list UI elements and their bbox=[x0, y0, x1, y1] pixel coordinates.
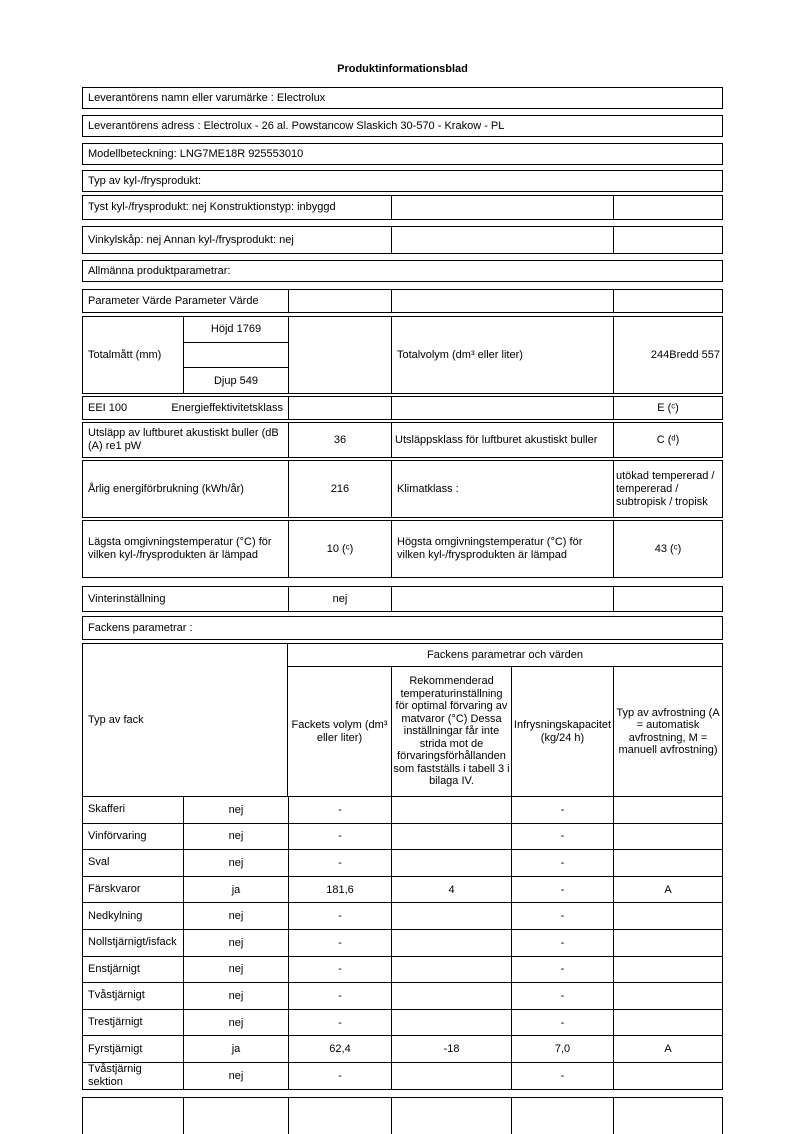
supplier-address-row bbox=[82, 115, 723, 137]
energy-value: 216 bbox=[288, 461, 391, 517]
compartment-freeze: - bbox=[511, 1063, 613, 1089]
compartment-freeze: 7,0 bbox=[511, 1036, 613, 1062]
table-row bbox=[83, 956, 722, 983]
compartment-defrost bbox=[613, 797, 722, 823]
compartment-volume: - bbox=[288, 903, 391, 929]
compartment-name: Sval bbox=[88, 856, 110, 869]
min-temp-value: 10 (ᶜ) bbox=[288, 521, 391, 577]
col-header-freezing-capacity: Infrysningskapacitet (kg/24 h) bbox=[511, 667, 613, 796]
noise-class-label: Utsläppsklass för luftburet akustiskt buller bbox=[391, 423, 613, 457]
compartment-freeze: - bbox=[511, 824, 613, 850]
compartment-defrost bbox=[613, 850, 722, 876]
col-header-volume: Fackets volym (dm³ eller liter) bbox=[291, 719, 388, 744]
model-row bbox=[82, 143, 723, 165]
compartment-volume: - bbox=[288, 797, 391, 823]
type-row-2 bbox=[82, 226, 723, 254]
compartment-name: Nollstjärnigt/isfack bbox=[88, 936, 177, 949]
compartment-temp bbox=[391, 930, 511, 956]
eei-cell bbox=[83, 397, 288, 419]
compartment-freeze: - bbox=[511, 850, 613, 876]
compartment-volume: - bbox=[288, 1010, 391, 1036]
compartment-temp bbox=[391, 1010, 511, 1036]
compartment-name: Trestjärnigt bbox=[88, 1016, 143, 1029]
compartment-present: nej bbox=[183, 850, 288, 876]
empty-cell bbox=[391, 227, 613, 253]
climate-class-label: Klimatklass : bbox=[391, 461, 613, 517]
empty-cell bbox=[288, 1098, 391, 1134]
compartment-present: nej bbox=[183, 1063, 288, 1089]
dimensions-row bbox=[82, 316, 723, 394]
compartment-volume: - bbox=[288, 957, 391, 983]
min-temp-label: Lägsta omgivningstemperatur (°C) för vilken kyl-/frysprodukten är lämpad bbox=[88, 536, 272, 561]
general-section-heading-row bbox=[82, 260, 723, 282]
compartment-present: nej bbox=[183, 957, 288, 983]
winter-setting-label: Vinterinställning bbox=[88, 592, 166, 605]
empty-cell bbox=[613, 290, 722, 312]
total-volume-label: Totalvolym (dm³ eller liter) bbox=[391, 317, 613, 393]
compartment-present: nej bbox=[183, 824, 288, 850]
compartments-header-right bbox=[288, 644, 722, 796]
compartments-table-title: Fackens parametrar och värden bbox=[288, 644, 722, 667]
compartment-defrost bbox=[613, 1063, 722, 1089]
compartment-volume: - bbox=[288, 850, 391, 876]
compartment-freeze: - bbox=[511, 930, 613, 956]
compartment-defrost bbox=[613, 903, 722, 929]
general-section-heading: Allmänna produktparametrar: bbox=[88, 264, 231, 277]
compartment-defrost bbox=[613, 983, 722, 1009]
compartment-freeze: - bbox=[511, 983, 613, 1009]
noise-value: 36 bbox=[288, 423, 391, 457]
total-volume-value: 244Bredd 557 bbox=[613, 317, 722, 393]
compartment-defrost: A bbox=[613, 877, 722, 903]
empty-cell bbox=[288, 397, 391, 419]
compartment-name: Tvåstjärnig sektion bbox=[88, 1062, 142, 1088]
empty-cell bbox=[613, 1098, 722, 1134]
compartment-name: Färskvaror bbox=[88, 883, 141, 896]
compartment-temp bbox=[391, 957, 511, 983]
parameter-header-row bbox=[82, 289, 723, 313]
compartment-volume: - bbox=[288, 983, 391, 1009]
empty-cell bbox=[613, 227, 722, 253]
partial-row bbox=[82, 1097, 723, 1134]
empty-cell bbox=[391, 1098, 511, 1134]
compartment-defrost bbox=[613, 957, 722, 983]
compartment-freeze: - bbox=[511, 797, 613, 823]
compartment-temp bbox=[391, 850, 511, 876]
table-row bbox=[83, 823, 722, 850]
table-row bbox=[83, 876, 722, 903]
compartment-volume: - bbox=[288, 930, 391, 956]
type-row-2-text: Vinkylskåp: nej Annan kyl-/frysprodukt: nej bbox=[88, 233, 294, 246]
climate-class-value: utökad tempererad / tempererad / subtropisk / tropisk bbox=[613, 461, 722, 517]
winter-setting-value: nej bbox=[288, 587, 391, 611]
table-row bbox=[83, 982, 722, 1009]
compartment-freeze: - bbox=[511, 1010, 613, 1036]
parameter-header-text: Parameter Värde Parameter Värde bbox=[88, 294, 259, 307]
compartments-table bbox=[82, 643, 723, 1090]
compartment-defrost bbox=[613, 1010, 722, 1036]
supplier-address-text: Leverantörens adress : Electrolux - 26 al. Powstancow Slaskich 30-570 - Krakow - PL bbox=[88, 119, 505, 132]
table-row bbox=[83, 902, 722, 929]
compartment-freeze: - bbox=[511, 903, 613, 929]
compartment-volume: - bbox=[288, 824, 391, 850]
compartments-table-header bbox=[83, 644, 722, 796]
table-row bbox=[83, 1009, 722, 1036]
empty-cell bbox=[391, 196, 613, 219]
col-header-defrost-type: Typ av avfrostning (A = automatisk avfrostning, M = manuell avfrostning) bbox=[613, 667, 722, 796]
empty-cell bbox=[288, 290, 391, 312]
supplier-name-row bbox=[82, 87, 723, 109]
compartment-temp bbox=[391, 824, 511, 850]
dimension-depth: Djup 549 bbox=[213, 374, 259, 387]
compartment-temp bbox=[391, 983, 511, 1009]
compartment-present: ja bbox=[183, 877, 288, 903]
compartments-section-heading-row bbox=[82, 616, 723, 640]
empty-cell bbox=[613, 587, 722, 611]
compartment-name: Nedkylning bbox=[88, 909, 143, 922]
noise-row bbox=[82, 422, 723, 458]
energy-row bbox=[82, 460, 723, 518]
ambient-temperature-row bbox=[82, 520, 723, 578]
type-row-1 bbox=[82, 195, 723, 220]
compartment-name: Vinförvaring bbox=[88, 829, 147, 842]
document-title: Produktinformationsblad bbox=[337, 63, 468, 75]
compartment-temp bbox=[391, 903, 511, 929]
empty-cell bbox=[391, 587, 613, 611]
energy-class-label: Energieffektivitetsklass bbox=[171, 401, 283, 414]
empty-cell bbox=[391, 290, 613, 312]
compartment-present: nej bbox=[183, 903, 288, 929]
col-header-temperature: Rekommenderad temperaturinställning för optimal förvaring av matvaror (°C) Dessa inställningar får inte strida mot de förvaringsförhållanden som fastställs i tabell 3 i bilaga IV. bbox=[391, 667, 511, 796]
max-temp-label: Högsta omgivningstemperatur (°C) för vilken kyl-/frysprodukten är lämpad bbox=[391, 521, 613, 577]
compartment-present: nej bbox=[183, 797, 288, 823]
type-section-heading: Typ av kyl-/frysprodukt: bbox=[88, 174, 202, 187]
compartment-present: nej bbox=[183, 983, 288, 1009]
compartment-name: Tvåstjärnigt bbox=[88, 989, 145, 1002]
compartments-section-heading: Fackens parametrar : bbox=[88, 621, 193, 634]
empty-cell bbox=[288, 317, 391, 393]
empty-cell bbox=[83, 1098, 183, 1134]
model-text: Modellbeteckning: LNG7ME18R 925553010 bbox=[88, 147, 304, 160]
compartment-defrost bbox=[613, 930, 722, 956]
compartments-column-headers bbox=[288, 667, 722, 796]
dimensions-label: Totalmått (mm) bbox=[88, 348, 162, 361]
type-section-heading-row bbox=[82, 170, 723, 192]
compartment-volume: - bbox=[288, 1063, 391, 1089]
noise-class-value: C (ᵈ) bbox=[613, 423, 722, 457]
compartment-volume: 181,6 bbox=[288, 877, 391, 903]
compartment-defrost bbox=[613, 824, 722, 850]
table-row bbox=[83, 1062, 722, 1089]
compartment-volume: 62,4 bbox=[288, 1036, 391, 1062]
compartment-name: Fyrstjärnigt bbox=[88, 1042, 143, 1055]
compartment-name: Skafferi bbox=[88, 803, 126, 816]
empty-cell bbox=[391, 397, 613, 419]
dimensions-subvalues bbox=[183, 317, 288, 393]
compartment-temp bbox=[391, 1063, 511, 1089]
empty-cell bbox=[183, 1098, 288, 1134]
type-row-1-text: Tyst kyl-/frysprodukt: nej Konstruktionstyp: inbyggd bbox=[88, 201, 336, 213]
col-header-type: Typ av fack bbox=[83, 644, 288, 796]
table-row bbox=[83, 1035, 722, 1062]
compartment-temp: -18 bbox=[391, 1036, 511, 1062]
compartment-temp: 4 bbox=[391, 877, 511, 903]
empty-cell bbox=[613, 196, 722, 219]
eei-row bbox=[82, 396, 723, 420]
table-row bbox=[83, 849, 722, 876]
compartment-freeze: - bbox=[511, 957, 613, 983]
energy-label: Årlig energiförbrukning (kWh/år) bbox=[88, 482, 244, 495]
compartment-present: ja bbox=[183, 1036, 288, 1062]
table-row bbox=[83, 796, 722, 823]
energy-class-value: E (ᶜ) bbox=[613, 397, 722, 419]
dimension-height: Höjd 1769 bbox=[184, 317, 288, 343]
winter-setting-row bbox=[82, 586, 723, 612]
compartment-present: nej bbox=[183, 930, 288, 956]
compartment-name: Enstjärnigt bbox=[88, 962, 140, 975]
supplier-name-text: Leverantörens namn eller varumärke : Electrolux bbox=[88, 91, 326, 104]
empty-cell bbox=[511, 1098, 613, 1134]
table-row bbox=[83, 929, 722, 956]
compartment-temp bbox=[391, 797, 511, 823]
noise-label: Utsläpp av luftburet akustiskt buller (dB (A) re1 pW bbox=[88, 427, 279, 452]
product-information-sheet bbox=[82, 0, 723, 1134]
compartment-freeze: - bbox=[511, 877, 613, 903]
compartment-present: nej bbox=[183, 1010, 288, 1036]
compartment-defrost: A bbox=[613, 1036, 722, 1062]
empty-subcell bbox=[184, 343, 288, 369]
max-temp-value: 43 (ᶜ) bbox=[613, 521, 722, 577]
eei-code: EEI 100 bbox=[88, 401, 128, 414]
